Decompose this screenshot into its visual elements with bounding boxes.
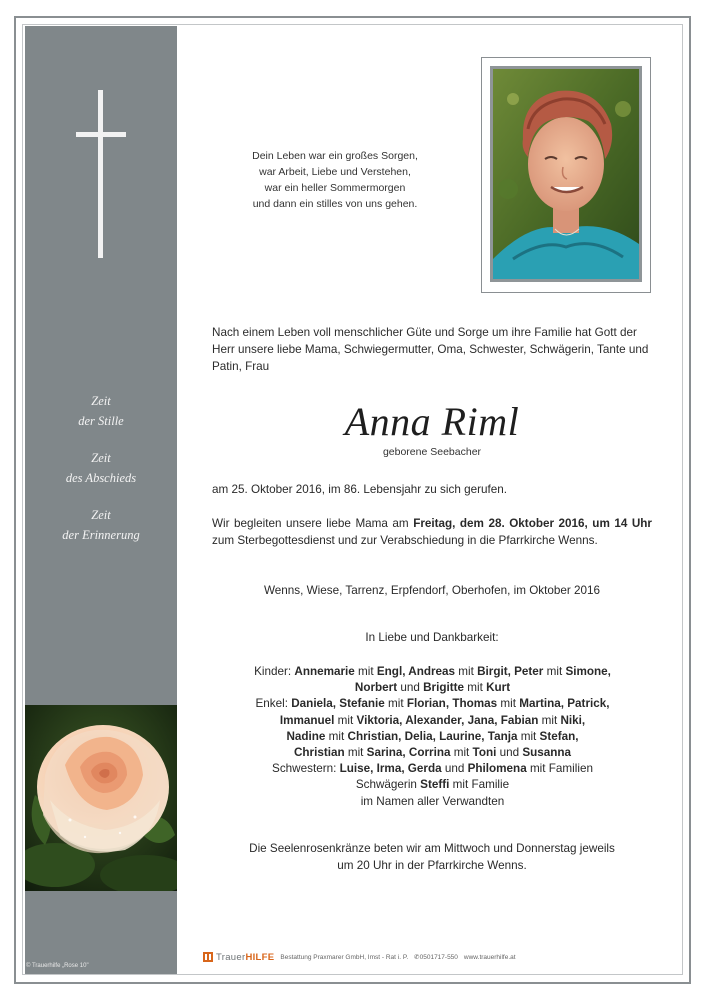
funeral-text: zum Sterbegottesdienst und zur Verabschiedung in die Pfarrkirche Wenns.: [212, 534, 598, 547]
copyright-text: © Trauerhilfe „Rose 10": [26, 963, 89, 969]
trauerhilfe-logo-icon: [203, 952, 213, 962]
zeit-block-erinnerung: [25, 505, 177, 545]
family-line: Christian mit Sarina, Corrina mit Toni und Susanna: [293, 746, 572, 760]
family-list: [200, 664, 665, 810]
zeit-block-abschied: [25, 448, 177, 488]
zeit-line: Zeit: [91, 508, 111, 522]
verse-line: und dann ein stilles von uns gehen.: [252, 198, 418, 210]
zeit-block-stille: [25, 391, 177, 431]
verse: [225, 148, 445, 212]
logo-wordmark: TrauerHILFE: [216, 951, 275, 963]
zeit-line: Zeit: [91, 394, 111, 408]
verse-line: war ein heller Sommermorgen: [264, 182, 406, 194]
zeit-line: der Erinnerung: [62, 528, 140, 542]
funeral-text: Wir begleiten unsere liebe Mama am: [212, 517, 414, 530]
family-line: Kinder: Annemarie mit Engl, Andreas mit Birgit, Peter mit Simone,: [254, 665, 611, 678]
family-line: Schwestern: Luise, Irma, Gerda und Philomena mit Familien: [272, 762, 593, 776]
death-date-line: am 25. Oktober 2016, im 86. Lebensjahr zu sich gerufen.: [212, 483, 507, 496]
footer-company: Bestattung Praxmarer GmbH, Imst - Rat i. P.: [280, 953, 409, 961]
footer: [203, 951, 522, 963]
rose-image: [25, 705, 177, 891]
family-line: Nadine mit Christian, Delia, Laurine, Tanja mit Stefan,: [286, 729, 579, 743]
funeral-datetime: Freitag, dem 28. Oktober 2016, um 14 Uhr: [413, 517, 652, 530]
family-line: Norbert und Brigitte mit Kurt: [354, 681, 511, 695]
family-line: Immanuel mit Viktoria, Alexander, Jana, Fabian mit Niki,: [279, 713, 586, 727]
rosary-info: [212, 840, 652, 874]
verse-line: Dein Leben war ein großes Sorgen,: [252, 150, 418, 162]
cross-icon-horizontal: [76, 132, 126, 137]
places-line: Wenns, Wiese, Tarrenz, Erpfendorf, Oberhofen, im Oktober 2016: [263, 584, 601, 597]
zeit-line: der Stille: [78, 414, 124, 428]
birth-name: geborene Seebacher: [382, 446, 482, 458]
verse-line: war Arbeit, Liebe und Verstehen,: [259, 166, 411, 178]
funeral-info: [212, 515, 652, 549]
footer-phone: ✆0501717-550: [414, 954, 458, 961]
cross-icon-vertical: [98, 90, 103, 258]
portrait-photo: [490, 66, 642, 282]
thanks-line: In Liebe und Dankbarkeit:: [365, 631, 499, 644]
intro-text: Nach einem Leben voll menschlicher Güte und Sorge um ihre Familie hat Gott der Herr unsere liebe Mama, Schwiegermutter, Oma, Schwester, Schwägerin, Tante und Patin, Frau: [212, 326, 649, 373]
footer-website[interactable]: www.trauerhilfe.at: [463, 953, 516, 961]
rosary-line: um 20 Uhr in der Pfarrkirche Wenns.: [337, 859, 527, 872]
family-line: Schwägerin Steffi mit Familie: [355, 778, 510, 792]
deceased-name: Anna Riml: [344, 399, 520, 444]
zeit-line: Zeit: [91, 451, 111, 465]
family-line: Enkel: Daniela, Stefanie mit Florian, Thomas mit Martina, Patrick,: [255, 697, 610, 711]
rosary-line: Die Seelenrosenkränze beten wir am Mittwoch und Donnerstag jeweils: [249, 842, 615, 855]
family-line: im Namen aller Verwandten: [360, 794, 505, 808]
zeit-line: des Abschieds: [65, 471, 137, 485]
